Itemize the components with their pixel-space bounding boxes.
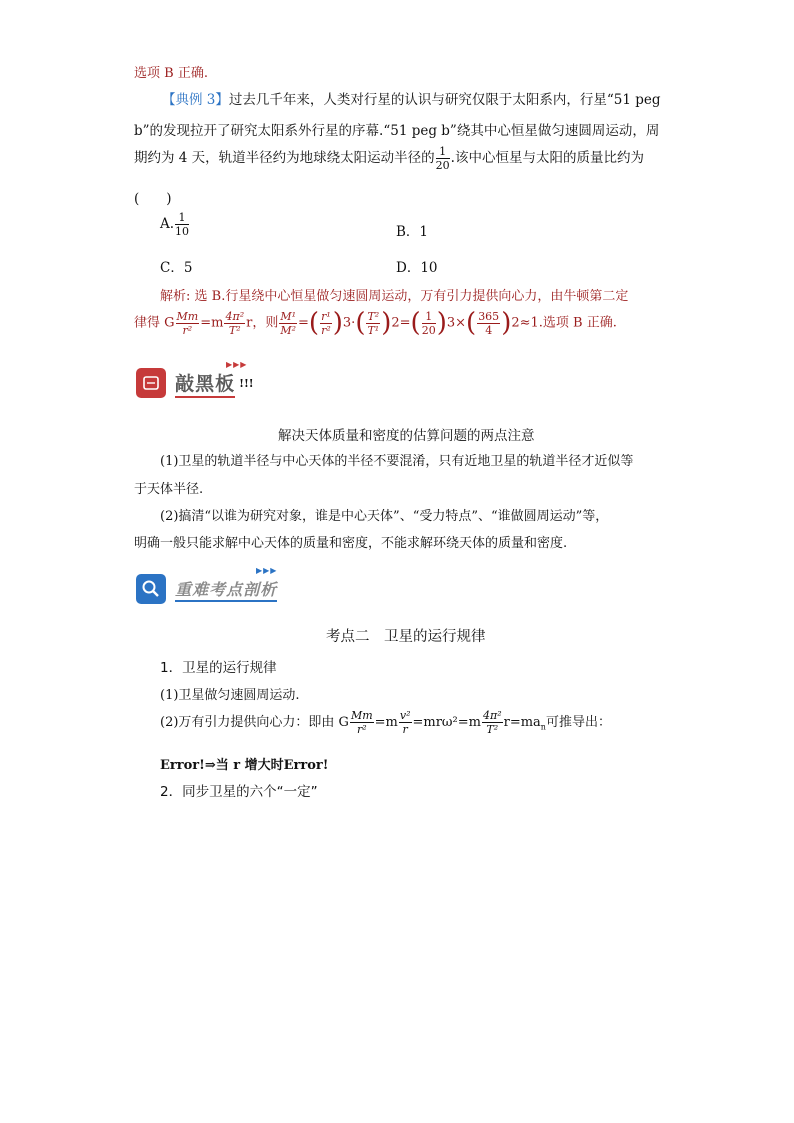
example-line-3: 期约为 4 天，轨道半径约为地球绕太阳运动半径的 $\frac{1}{20}$ .该中心恒星与太阳的质量比约为 (134, 145, 644, 172)
note-title: 解决天体质量和密度的估算问题的两点注意 (278, 428, 535, 444)
note-1-line-2: 于天体半径. (134, 482, 204, 497)
magnifier-icon (136, 574, 166, 604)
point-1-1: (1)卫星做匀速圆周运动. (160, 688, 300, 703)
key-points-header (136, 574, 277, 604)
blackboard-exclaim: !!! (239, 376, 254, 390)
example-line-2: b”的发现拉开了研究太阳系外行星的序幕.“51 peg b”绕其中心恒星做匀速圆周运动，周 (134, 123, 660, 139)
note-1-line-1: (1)卫星的轨道半径与中心天体的半径不要混淆，只有近地卫星的轨道半径才近似等 (160, 454, 634, 469)
option-b: B．1 (396, 224, 429, 240)
note-2-line-2: 明确一般只能求解中心天体的质量和密度，不能求解环绕天体的质量和密度. (134, 536, 568, 551)
solution-line-2: 律得 G $\frac{Mm}{\text{r²}}$ =m $\frac{\text{4π²}}{\text{T²}}$ r，则 $\frac{\text{M¹}}{\text{M²}}$ =( $\frac{\text{r¹}}{\text{r²}}$ )3·( $\frac{\text{T²}}{\text{T¹}}$ )2=( $\frac{1}{20}$ )3×( $\frac{365}{4}$ )2≈1.选项 B 正确. (134, 308, 617, 338)
option-a: A. $\frac{1}{10}$ (160, 211, 190, 238)
error-line: Error!⇒当 r 增大时Error! (160, 758, 329, 773)
key-points-title: 重难考点剖析 (175, 577, 277, 602)
example-line-1: 【典例 3】过去几千年来，人类对行星的认识与研究仅限于太阳系内，行星“51 peg (162, 92, 661, 108)
triangle-icon: ▶▶▶ (226, 360, 248, 369)
option-d: D．10 (396, 260, 438, 276)
blackboard-header (136, 368, 254, 398)
section-title: 考点二 卫星的运行规律 (326, 629, 486, 645)
solution-line-1: 解析: 选 B.行星绕中心恒星做匀速圆周运动，万有引力提供向心力，由牛顿第二定 (160, 289, 629, 304)
blackboard-title: 敲黑板 (175, 369, 235, 398)
answer-tail: 选项 B 正确. (134, 66, 208, 81)
point-1-2: (2)万有引力提供向心力：即由 G $\frac{Mm}{\text{r²}}$ =m $\frac{\text{v²}}{r}$ =mrω²=m $\frac{\text{4π²}}{\text{T²}}$ $r=ma_n$可推导出： (160, 709, 611, 736)
point-2-heading: 2．同步卫星的六个“一定” (160, 784, 318, 800)
board-icon (136, 368, 166, 398)
example-tag: 【典例 3】 (162, 92, 229, 108)
answer-blank: ( ) (134, 191, 172, 207)
option-c: C．5 (160, 260, 193, 276)
fraction-1-20: $\frac{1}{20}$ (435, 145, 450, 172)
triangle-icon: ▶▶▶ (256, 566, 278, 575)
point-1-heading: 1．卫星的运行规律 (160, 660, 277, 676)
note-2-line-1: (2)搞清“以谁为研究对象，谁是中心天体”、“受力特点”、“谁做圆周运动”等， (160, 509, 609, 524)
